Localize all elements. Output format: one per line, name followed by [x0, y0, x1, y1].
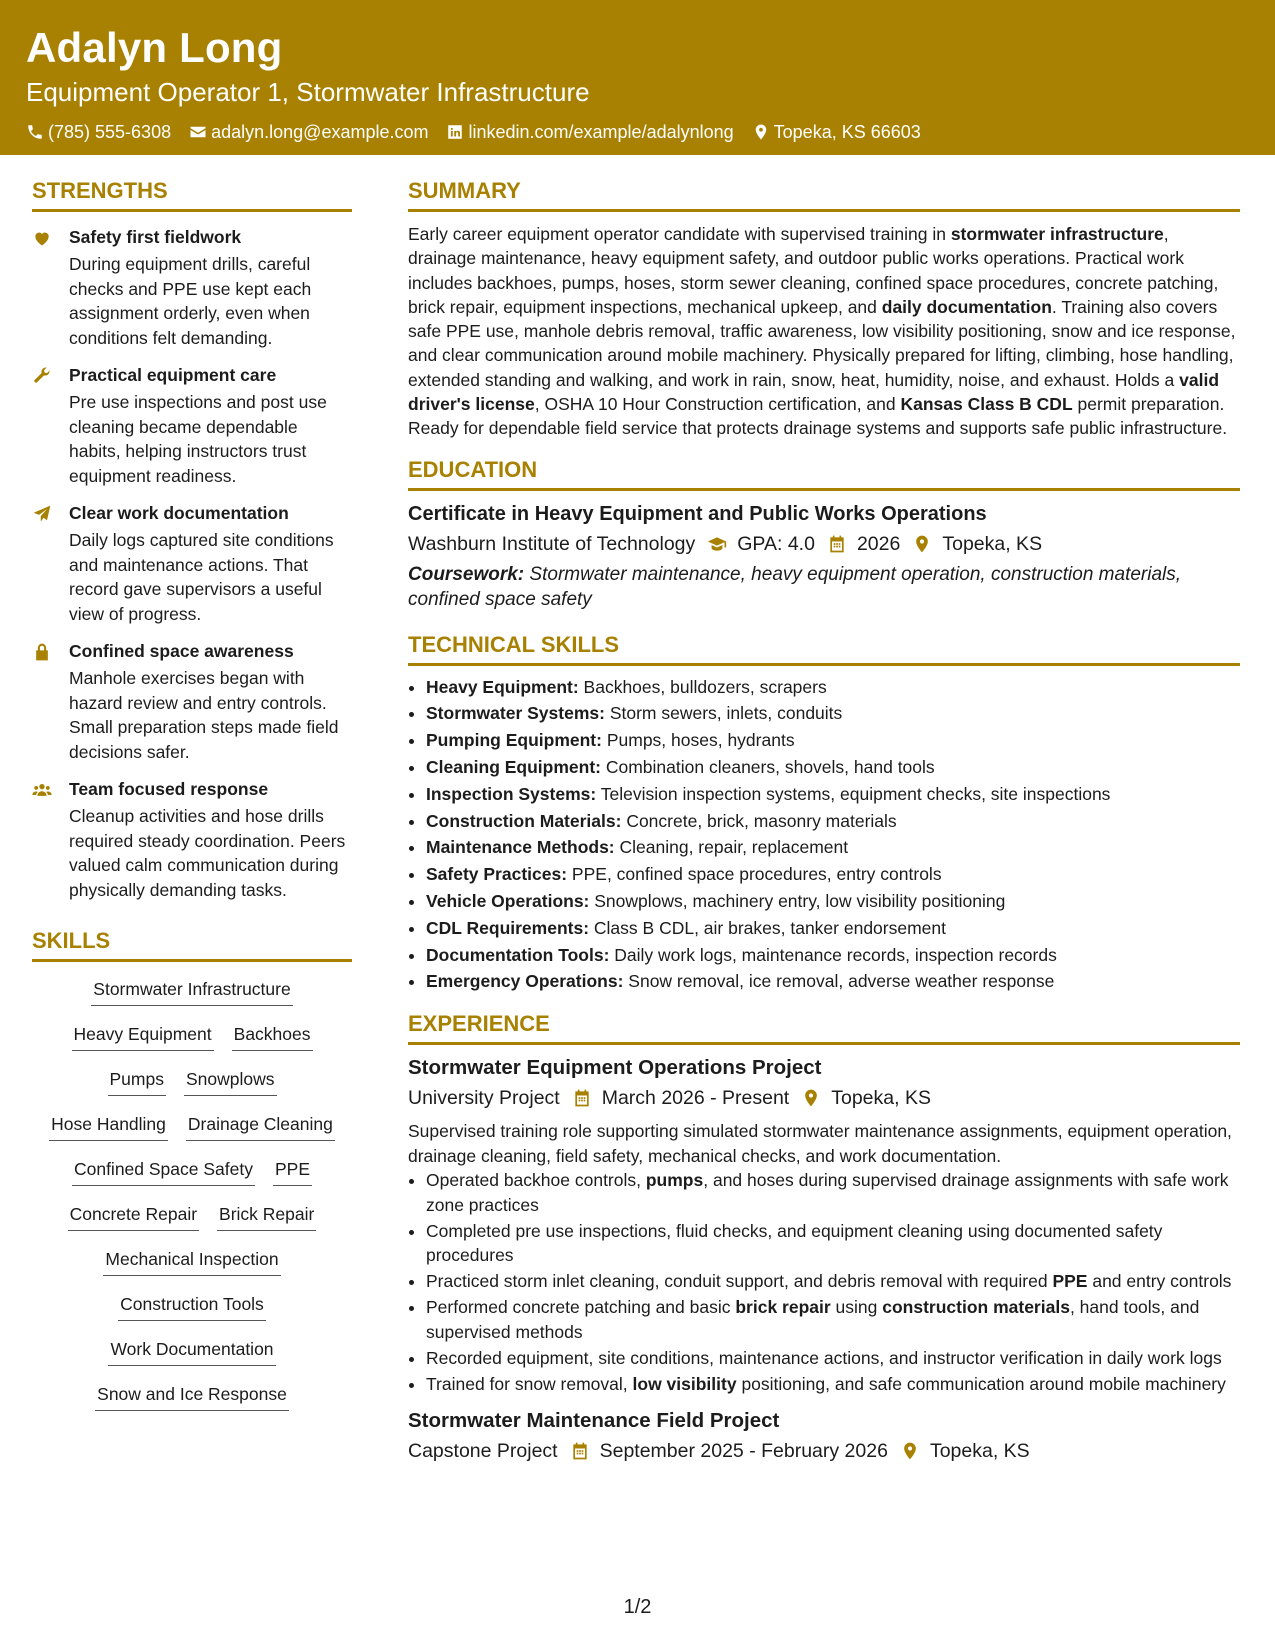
skill-values: Television inspection systems, equipment checks, site inspections: [596, 783, 1111, 804]
paper-plane-icon: [32, 504, 52, 524]
text-run: , OSHA 10 Hour Construction certification, and: [534, 394, 901, 415]
strength-text: Cleanup activities and hose drills required steady coordination. Peers valued calm communication during physically demanding tasks.: [69, 806, 346, 900]
text-run: and entry controls: [1087, 1271, 1232, 1292]
text-run: Performed concrete patching and basic: [426, 1297, 736, 1318]
bold-text: valid driver's license: [408, 369, 1220, 415]
text-run: Completed pre use inspections, fluid checks, and equipment cleaning using documented safety procedures: [426, 1220, 1163, 1266]
strength-title: Confined space awareness: [69, 641, 294, 661]
skill-row: [32, 1062, 352, 1107]
skill-category: Vehicle Operations:: [426, 891, 590, 912]
job-description: Supervised training role supporting simulated stormwater maintenance assignments, equipment operation, drainage cleaning, field safety, mechanical checks, and work documentation.: [408, 1121, 1232, 1166]
skill-tag: Backhoes: [232, 1023, 313, 1051]
location-text: Topeka, KS 66603: [773, 122, 921, 142]
skill-category: Stormwater Systems:: [426, 703, 605, 724]
bold-text: PPE: [1052, 1271, 1088, 1292]
skill-tag: Construction Tools: [118, 1293, 266, 1321]
strength-title: Practical equipment care: [69, 365, 277, 385]
job-org: University Project: [408, 1087, 560, 1110]
strength-text: Pre use inspections and post use cleaning became dependable habits, helping instructors trust equipment readiness.: [69, 392, 327, 486]
skill-tag: Snowplows: [184, 1068, 277, 1096]
skill-category: Safety Practices:: [426, 864, 568, 885]
skill-category: Pumping Equipment:: [426, 730, 602, 751]
candidate-title: Equipment Operator 1, Stormwater Infrastructure: [26, 77, 590, 107]
technical-skill-item: [426, 942, 1240, 969]
education-heading: EDUCATION: [408, 457, 1240, 491]
skill-row: [32, 1332, 352, 1377]
contact-phone: [26, 120, 171, 144]
experience-entry: [408, 1408, 1240, 1464]
skill-values: Snow removal, ice removal, adverse weather response: [623, 971, 1055, 992]
bold-text: daily documentation: [881, 296, 1052, 317]
strength-item: [32, 502, 352, 626]
contact-linkedin[interactable]: [446, 120, 733, 144]
skill-row: [32, 1197, 352, 1242]
job-dates: March 2026 - Present: [601, 1087, 790, 1110]
skill-category: Construction Materials:: [426, 810, 622, 831]
skill-tag: Mechanical Inspection: [103, 1248, 280, 1276]
contact-location: [752, 120, 921, 144]
users-icon: [32, 780, 52, 800]
skill-tag: PPE: [273, 1158, 312, 1186]
skill-tag: Drainage Cleaning: [186, 1113, 335, 1141]
skill-tag: Brick Repair: [217, 1203, 316, 1231]
text-run: permit preparation. Ready for dependable field service that protects drainage systems and supports safe public infrastructure.: [408, 394, 1228, 439]
candidate-name: Adalyn Long: [26, 24, 283, 71]
skill-category: Emergency Operations:: [426, 971, 624, 992]
strength-item: [32, 364, 352, 488]
job-dates: September 2025 - February 2026: [599, 1440, 888, 1463]
skills-heading: SKILLS: [32, 928, 352, 962]
technical-skill-item: [426, 888, 1240, 915]
job-location: Topeka, KS: [831, 1087, 931, 1110]
skill-values: Daily work logs, maintenance records, inspection records: [609, 944, 1057, 965]
technical-skill-item: [426, 727, 1240, 754]
bold-text: brick repair: [735, 1297, 831, 1318]
bold-text: Kansas Class B CDL: [900, 394, 1073, 415]
degree-title: Certificate in Heavy Equipment and Public Works Operations: [408, 502, 987, 525]
job-meta: [408, 1438, 1240, 1464]
strengths-heading: STRENGTHS: [32, 178, 352, 212]
calendar-icon: [572, 1088, 592, 1108]
skill-category: Maintenance Methods:: [426, 837, 615, 858]
skill-category: Cleaning Equipment:: [426, 757, 601, 778]
skill-row: [32, 1287, 352, 1332]
job-location: Topeka, KS: [929, 1440, 1030, 1463]
skill-values: Cleaning, repair, replacement: [614, 837, 849, 858]
left-column: [32, 178, 352, 1422]
graduation-year: 2026: [856, 532, 901, 555]
skill-values: PPE, confined space procedures, entry controls: [567, 864, 942, 885]
calendar-icon: [570, 1441, 590, 1461]
strength-text: Daily logs captured site conditions and maintenance actions. That record gave supervisors a useful view of progress.: [69, 530, 334, 624]
page-number: 1/2: [623, 1596, 652, 1618]
skill-values: Combination cleaners, shovels, hand tools: [601, 757, 935, 778]
skill-row: [32, 1377, 352, 1422]
map-pin-icon: [912, 534, 932, 554]
text-run: , and hoses during supervised drainage assignments with safe work zone practices: [426, 1170, 1229, 1215]
graduation-cap-icon: [707, 534, 727, 554]
skill-tag: Snow and Ice Response: [95, 1383, 289, 1411]
skill-values: Snowplows, machinery entry, low visibility positioning: [589, 891, 1006, 912]
skill-tag: Heavy Equipment: [72, 1023, 214, 1051]
map-pin-icon: [900, 1441, 920, 1461]
skill-values: Pumps, hoses, hydrants: [601, 730, 795, 751]
technical-skill-item: [426, 861, 1240, 888]
summary-text: [408, 222, 1240, 441]
skill-values: Concrete, brick, masonry materials: [621, 810, 897, 831]
phone-icon: [26, 123, 44, 141]
text-run: Early career equipment operator candidate with supervised training in: [408, 224, 951, 244]
bold-text: pumps: [645, 1170, 704, 1191]
bold-text: low visibility: [632, 1373, 737, 1394]
strength-title: Clear work documentation: [69, 503, 289, 523]
skill-tag: Confined Space Safety: [72, 1158, 255, 1186]
job-bullet: [426, 1269, 1240, 1294]
job-meta: [408, 1085, 1240, 1111]
technical-skills-list: [408, 674, 1240, 996]
gpa-text: GPA: 4.0: [737, 532, 815, 555]
job-bullet: [426, 1219, 1240, 1268]
school-name: Washburn Institute of Technology: [408, 532, 696, 555]
wrench-icon: [32, 366, 52, 386]
email-link[interactable]: adalyn.long@example.com: [211, 122, 429, 142]
phone-number: (785) 555-6308: [48, 122, 172, 142]
summary-heading: SUMMARY: [408, 178, 1240, 212]
map-pin-icon: [752, 123, 770, 141]
text-run: , hand tools, and supervised methods: [426, 1297, 1200, 1342]
strength-title: Safety first fieldwork: [69, 227, 242, 247]
job-bullet: [426, 1372, 1240, 1397]
text-run: Practiced storm inlet cleaning, conduit support, and debris removal with required: [426, 1271, 1053, 1292]
text-run: Trained for snow removal,: [426, 1373, 633, 1394]
technical-skill-item: [426, 781, 1240, 808]
school-location: Topeka, KS: [942, 532, 1043, 555]
technical-skill-item: [426, 834, 1240, 861]
strength-item: [32, 226, 352, 350]
linkedin-link[interactable]: linkedin.com/example/adalynlong: [468, 122, 734, 142]
bold-text: stormwater infrastructure: [950, 224, 1164, 244]
experience-heading: EXPERIENCE: [408, 1011, 1240, 1045]
skill-values: Storm sewers, inlets, conduits: [604, 703, 843, 724]
job-bullet: [426, 1168, 1240, 1217]
coursework-text: Stormwater maintenance, heavy equipment operation, construction materials, confined space safety: [408, 563, 1182, 610]
job-title: Stormwater Equipment Operations Project: [408, 1056, 822, 1080]
skill-category: Documentation Tools:: [426, 944, 610, 965]
text-run: Recorded equipment, site conditions, maintenance actions, and instructor verification in daily work logs: [426, 1347, 1222, 1368]
map-pin-icon: [801, 1088, 821, 1108]
strength-item: [32, 778, 352, 902]
technical-skills-heading: TECHNICAL SKILLS: [408, 632, 1240, 666]
bold-text: construction materials: [882, 1297, 1070, 1318]
job-bullet: [426, 1346, 1240, 1371]
text-run: using: [830, 1297, 883, 1318]
technical-skill-item: [426, 754, 1240, 781]
skill-row: [32, 1107, 352, 1152]
coursework-label: Coursework:: [408, 563, 525, 585]
linkedin-icon: [446, 123, 464, 141]
skill-tag: Hose Handling: [49, 1113, 168, 1141]
strength-text: During equipment drills, careful checks and PPE use kept each assignment orderly, even when conditions felt demanding.: [69, 254, 312, 348]
skills-list: [32, 972, 352, 1422]
technical-skill-item: [426, 700, 1240, 727]
skill-category: Heavy Equipment:: [426, 676, 579, 697]
technical-skill-item: [426, 808, 1240, 835]
skill-tag: Work Documentation: [108, 1338, 275, 1366]
skill-row: [32, 1017, 352, 1062]
technical-skill-item: [426, 968, 1240, 995]
heart-icon: [32, 228, 52, 248]
experience-entry: [408, 1055, 1240, 1396]
job-bullets: [408, 1168, 1240, 1396]
technical-skill-item: [426, 915, 1240, 942]
skill-values: Backhoes, bulldozers, scrapers: [578, 676, 827, 697]
technical-skill-item: [426, 674, 1240, 701]
text-run: positioning, and safe communication around mobile machinery: [736, 1373, 1226, 1394]
envelope-icon: [189, 123, 207, 141]
skill-tag: Stormwater Infrastructure: [91, 978, 292, 1006]
skill-row: [32, 1242, 352, 1287]
skill-tag: Concrete Repair: [68, 1203, 199, 1231]
text-run: . Training also covers safe PPE use, manhole debris removal, traffic awareness, low visibility positioning, snow and ice response, and clear communication around mobile machinery. Physically prepared for lifting, climbing, hose handling, extended standing and walking, and work in rain, snow, heat, humidity, noise, and exhaust. Holds a: [408, 296, 1236, 390]
strength-text: Manhole exercises began with hazard review and entry controls. Small preparation steps made field decisions safer.: [69, 668, 339, 762]
text-run: , drainage maintenance, heavy equipment safety, and outdoor public works operations. Practical work includes backhoes, pumps, hoses, storm sewer cleaning, confined space procedures, concrete patching, brick repair, equipment inspections, mechanical upkeep, and: [408, 224, 1219, 317]
lock-icon: [32, 642, 52, 662]
job-org: Capstone Project: [408, 1440, 558, 1463]
right-column: [408, 178, 1240, 1464]
strength-title: Team focused response: [69, 779, 269, 799]
text-run: Operated backhoe controls,: [426, 1170, 646, 1191]
education-meta: [408, 531, 1240, 557]
calendar-icon: [827, 534, 847, 554]
skill-row: [32, 972, 352, 1017]
job-title: Stormwater Maintenance Field Project: [408, 1409, 780, 1433]
skill-row: [32, 1152, 352, 1197]
job-bullet: [426, 1295, 1240, 1344]
skill-tag: Pumps: [108, 1068, 166, 1096]
skill-category: Inspection Systems:: [426, 783, 597, 804]
coursework: [408, 562, 1240, 612]
contact-email[interactable]: [189, 120, 428, 144]
resume-header: [0, 0, 1275, 155]
skill-category: CDL Requirements:: [426, 917, 590, 938]
contact-bar: [26, 120, 1249, 144]
skill-values: Class B CDL, air brakes, tanker endorsement: [589, 917, 947, 938]
strength-item: [32, 640, 352, 764]
